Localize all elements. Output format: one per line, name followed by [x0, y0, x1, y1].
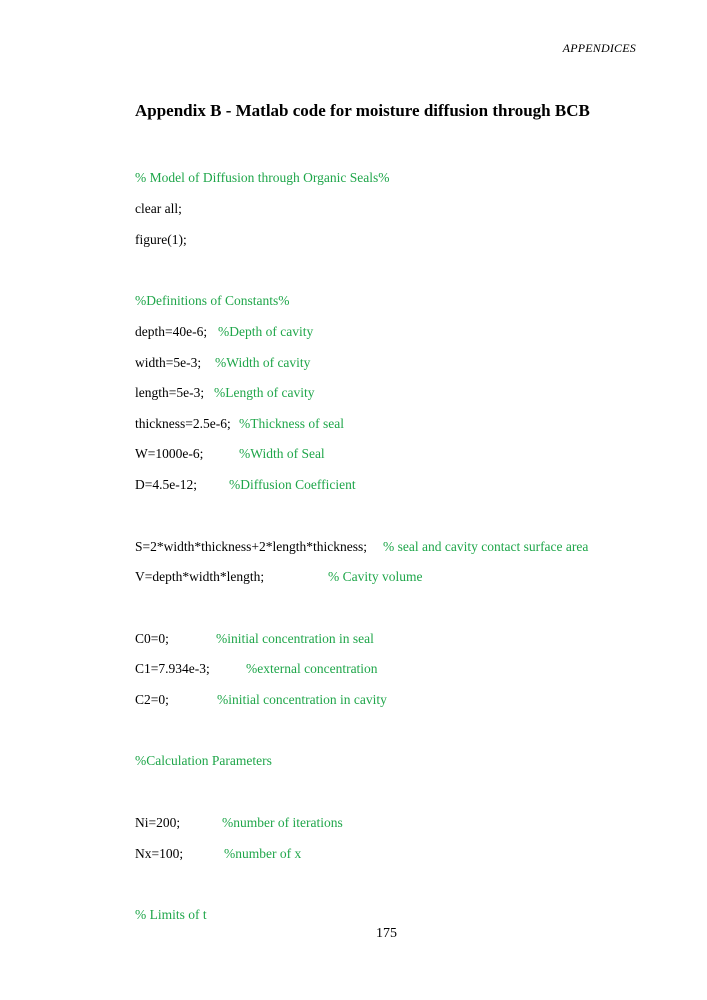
code-comment: %Definitions of Constants% [135, 293, 290, 308]
code-line [135, 477, 356, 493]
code-line [135, 385, 315, 401]
code-line [135, 539, 589, 555]
code-text: Ni=200; [135, 815, 181, 830]
code-text: V=depth*width*length; [135, 569, 265, 584]
code-comment: % Limits of t [135, 907, 207, 922]
code-comment: %Depth of cavity [218, 324, 314, 339]
code-comment: %initial concentration in seal [216, 631, 374, 646]
code-comment: %number of x [224, 846, 302, 861]
code-comment: %Calculation Parameters [135, 753, 272, 768]
code-comment: %Width of Seal [239, 446, 325, 461]
code-comment: % Model of Diffusion through Organic Seals% [135, 170, 390, 185]
code-text: Nx=100; [135, 846, 184, 861]
running-header: APPENDICES [562, 41, 636, 55]
code-text: clear all; [135, 201, 182, 216]
code-line [135, 355, 311, 371]
code-comment: % seal and cavity contact surface area [383, 539, 589, 554]
code-line [135, 232, 187, 248]
code-text: C0=0; [135, 631, 169, 646]
code-line [135, 661, 378, 677]
code-text: D=4.5e-12; [135, 477, 197, 492]
code-line [135, 293, 290, 309]
page-number: 175 [376, 926, 397, 941]
code-line [135, 201, 182, 217]
code-text: length=5e-3; [135, 385, 205, 400]
code-comment: %initial concentration in cavity [217, 692, 387, 707]
code-text: figure(1); [135, 232, 187, 247]
code-line [135, 815, 343, 831]
code-text: depth=40e-6; [135, 324, 208, 339]
code-text: thickness=2.5e-6; [135, 416, 231, 431]
code-comment: %Width of cavity [215, 355, 311, 370]
code-text: C2=0; [135, 692, 169, 707]
code-line [135, 170, 389, 186]
code-text: W=1000e-6; [135, 446, 204, 461]
code-comment: %Diffusion Coefficient [229, 477, 356, 492]
code-line [135, 692, 387, 708]
code-line [135, 846, 302, 862]
code-text: C1=7.934e-3; [135, 661, 210, 676]
code-text: S=2*width*thickness+2*length*thickness; [135, 539, 367, 554]
code-comment: %external concentration [246, 661, 378, 676]
code-text: width=5e-3; [135, 355, 202, 370]
code-line [135, 753, 272, 769]
code-line [135, 324, 314, 340]
appendix-title: Appendix B - Matlab code for moisture diffusion through BCB [135, 101, 590, 120]
code-comment: %Length of cavity [214, 385, 315, 400]
code-comment: %number of iterations [222, 815, 343, 830]
code-comment: % Cavity volume [328, 569, 423, 584]
code-line [135, 907, 207, 923]
code-line [135, 446, 325, 462]
code-comment: %Thickness of seal [239, 416, 344, 431]
code-line [135, 569, 423, 585]
code-line [135, 416, 344, 432]
code-line [135, 631, 374, 647]
